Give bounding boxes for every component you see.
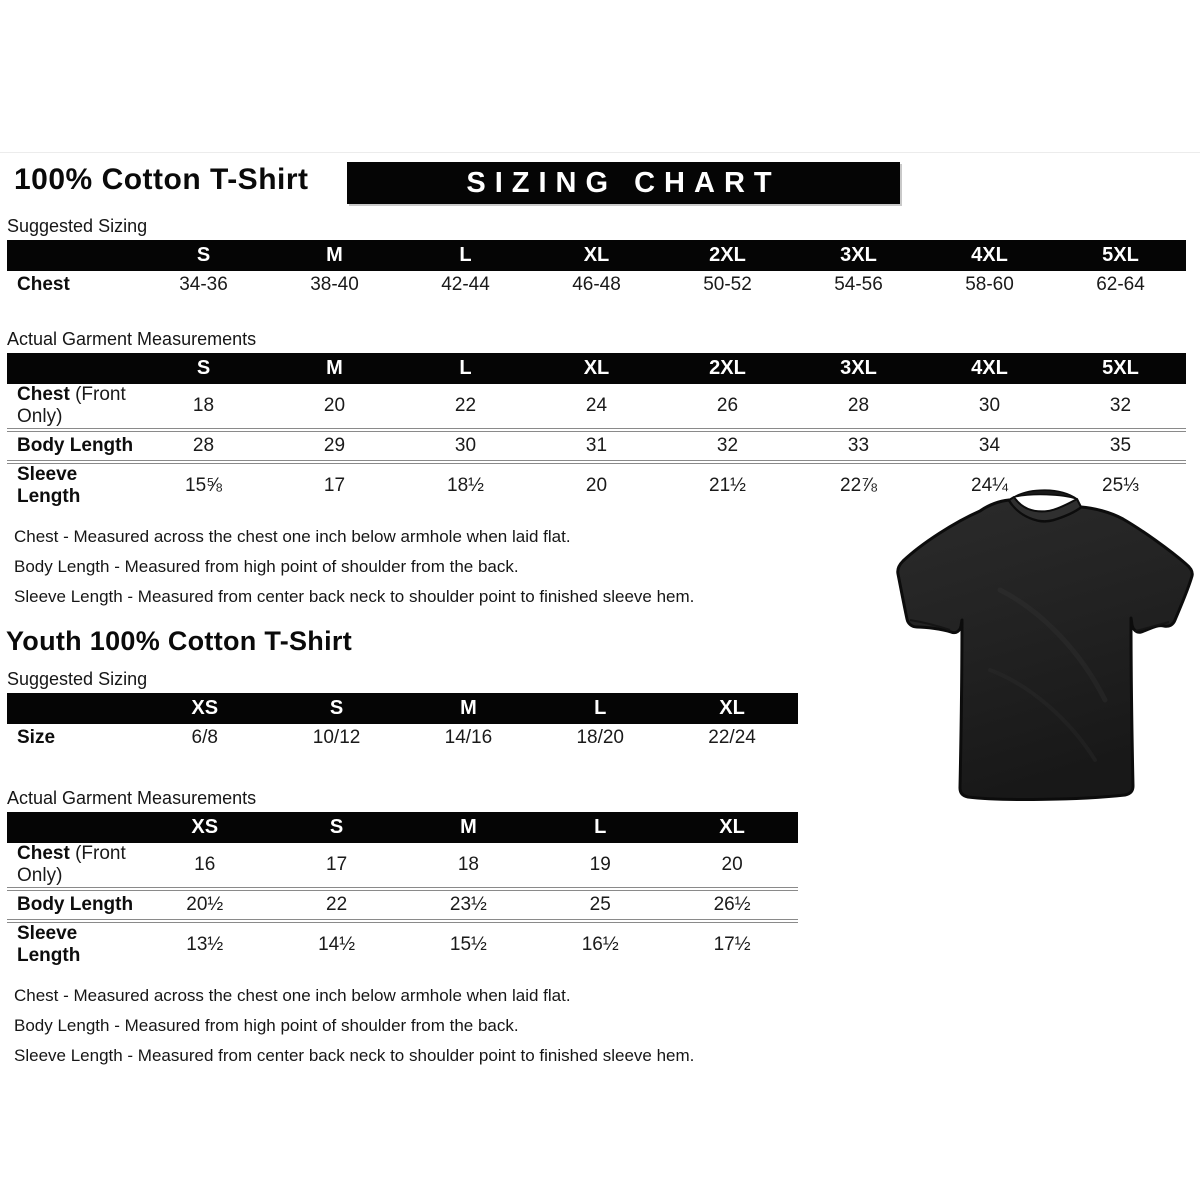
measurement-value: 6/8: [191, 727, 218, 748]
size-column-header: M: [402, 693, 534, 724]
page-divider-line: [0, 152, 1200, 153]
size-column-header: XS: [139, 693, 271, 724]
measurement-note: Chest - Measured across the chest one inch below armhole when laid flat.: [14, 986, 571, 1005]
measurement-value: 14½: [271, 921, 403, 967]
measurement-row-label: [7, 384, 138, 430]
measurement-value: 32: [662, 430, 793, 462]
measurement-value: 16½: [534, 921, 666, 967]
measurement-value: 32: [1109, 395, 1132, 416]
measurement-value: 22: [454, 395, 477, 416]
youth-measurement-notes: [14, 981, 1200, 1071]
table-corner-cell: [7, 693, 139, 724]
measurement-note: Sleeve Length - Measured from center back neck to shoulder point to finished sleeve hem.: [14, 1046, 695, 1065]
table-corner-cell: [7, 353, 138, 384]
size-column-header: 5XL: [1055, 353, 1186, 384]
measurement-value: 31: [531, 430, 662, 462]
size-header-row: [7, 353, 1186, 384]
measurement-note: Body Length - Measured from high point of shoulder from the back.: [14, 1016, 519, 1035]
sizing-chart-banner-label: SIZING CHART: [466, 166, 781, 199]
adult-suggested-sizing-label: Suggested Sizing: [7, 216, 148, 236]
measurement-name: Body Length: [17, 894, 134, 915]
size-column-header: XL: [531, 240, 662, 271]
measurement-value: 62-64: [1096, 274, 1145, 295]
header-row: [0, 160, 1200, 210]
measurement-name: Chest: [17, 384, 70, 405]
measurement-value: 23½: [402, 889, 534, 921]
measurement-value: 14/16: [444, 727, 493, 748]
measurement-value: 10/12: [312, 727, 361, 748]
youth-garment-measurements-table: [7, 812, 798, 967]
measurement-row-label: [7, 921, 139, 967]
measurement-value: 20½: [139, 889, 271, 921]
measurement-value: 15⅝: [138, 462, 269, 508]
measurement-value: 30: [400, 430, 531, 462]
measurement-row: [7, 271, 1186, 299]
measurement-row: [7, 430, 1186, 462]
size-column-header: 3XL: [793, 353, 924, 384]
measurement-value: 18/20: [576, 727, 624, 748]
measurement-value: 20: [323, 395, 346, 416]
table-corner-cell: [7, 812, 139, 843]
measurement-name-suffix: (Front Only): [17, 843, 126, 886]
measurement-value: 34: [924, 430, 1055, 462]
measurement-value: 17: [326, 854, 348, 875]
size-column-header: XL: [666, 812, 798, 843]
youth-suggested-sizing-table: [7, 693, 798, 752]
size-column-header: 5XL: [1055, 240, 1186, 271]
size-column-header: M: [269, 240, 400, 271]
measurement-value: 15½: [402, 921, 534, 967]
measurement-value: 28: [138, 430, 269, 462]
measurement-name: Size: [17, 727, 56, 748]
measurement-row-label: [7, 889, 139, 921]
measurement-row-label: [7, 271, 138, 299]
size-column-header: S: [271, 693, 403, 724]
adult-suggested-sizing-table: [7, 240, 1186, 299]
size-column-header: 3XL: [793, 240, 924, 271]
measurement-value: 46-48: [572, 274, 621, 295]
measurement-row: [7, 921, 798, 967]
measurement-value: 30: [978, 395, 1001, 416]
measurement-name: Chest: [17, 274, 70, 295]
measurement-row-label: [7, 843, 139, 889]
measurement-value: 17: [269, 462, 400, 508]
size-column-header: 2XL: [662, 240, 793, 271]
size-column-header: L: [400, 353, 531, 384]
black-tshirt-photo: [880, 470, 1200, 820]
measurement-value: 42-44: [441, 274, 490, 295]
measurement-row: [7, 889, 798, 921]
size-header-row: [7, 693, 798, 724]
size-column-header: L: [534, 693, 666, 724]
measurement-value: 28: [847, 395, 870, 416]
measurement-note: Body Length - Measured from high point of shoulder from the back.: [14, 557, 519, 576]
measurement-row: [7, 724, 798, 752]
measurement-value: 24: [585, 395, 608, 416]
measurement-value: 29: [269, 430, 400, 462]
measurement-value: 13½: [139, 921, 271, 967]
measurement-row: [7, 384, 1186, 430]
measurement-value: 35: [1055, 430, 1186, 462]
measurement-value: 16: [194, 854, 216, 875]
measurement-name: Chest: [17, 843, 70, 864]
size-header-row: [7, 240, 1186, 271]
measurement-value: 34-36: [179, 274, 228, 295]
measurement-value: 54-56: [834, 274, 883, 295]
size-column-header: L: [400, 240, 531, 271]
measurement-value: 22/24: [708, 727, 756, 748]
size-column-header: XL: [531, 353, 662, 384]
measurement-value: 50-52: [703, 274, 752, 295]
youth-suggested-sizing-label: Suggested Sizing: [7, 669, 148, 689]
youth-garment-measurements-label: Actual Garment Measurements: [7, 788, 257, 808]
measurement-value: 26: [716, 395, 739, 416]
measurement-value: 26½: [666, 889, 798, 921]
tshirt-body-shape: [898, 500, 1193, 799]
adult-garment-measurements-label: Actual Garment Measurements: [7, 329, 257, 349]
size-column-header: 4XL: [924, 240, 1055, 271]
size-column-header: XL: [666, 693, 798, 724]
measurement-value: 18: [457, 854, 479, 875]
measurement-value: 22⅞: [793, 462, 924, 508]
measurement-value: 22: [271, 889, 403, 921]
measurement-value: 18: [192, 395, 215, 416]
measurement-value: 19: [589, 854, 611, 875]
sizing-chart-banner: [347, 162, 900, 204]
size-column-header: M: [269, 353, 400, 384]
measurement-value: 58-60: [965, 274, 1014, 295]
measurement-value: 18½: [400, 462, 531, 508]
size-column-header: XS: [139, 812, 271, 843]
measurement-value: 25: [534, 889, 666, 921]
youth-page-title: Youth 100% Cotton T-Shirt: [6, 626, 352, 656]
measurement-value: 24¼: [924, 462, 1055, 508]
size-column-header: S: [138, 353, 269, 384]
tshirt-illustration: [880, 470, 1200, 820]
measurement-value: 25⅓: [1055, 462, 1186, 508]
tshirt-back-collar: [1014, 490, 1077, 499]
measurement-row-label: [7, 430, 138, 462]
measurement-value: 20: [721, 854, 743, 875]
size-header-row: [7, 812, 798, 843]
measurement-row: [7, 843, 798, 889]
size-column-header: S: [271, 812, 403, 843]
measurement-value: 38-40: [310, 274, 359, 295]
page-title: 100% Cotton T-Shirt: [14, 163, 309, 196]
measurement-row-label: [7, 724, 139, 752]
measurement-value: 33: [793, 430, 924, 462]
table-corner-cell: [7, 240, 138, 271]
size-column-header: L: [534, 812, 666, 843]
measurement-note: Chest - Measured across the chest one inch below armhole when laid flat.: [14, 527, 571, 546]
measurement-row-label: [7, 462, 138, 508]
measurement-value: 21½: [662, 462, 793, 508]
size-column-header: M: [402, 812, 534, 843]
measurement-name-suffix: (Front Only): [17, 384, 126, 427]
size-column-header: S: [138, 240, 269, 271]
size-column-header: 4XL: [924, 353, 1055, 384]
measurement-value: 20: [531, 462, 662, 508]
measurement-name: Body Length: [17, 435, 134, 456]
measurement-name: Sleeve Length: [17, 923, 81, 966]
measurement-value: 17½: [666, 921, 798, 967]
size-column-header: 2XL: [662, 353, 793, 384]
measurement-name: Sleeve Length: [17, 464, 81, 507]
measurement-note: Sleeve Length - Measured from center back neck to shoulder point to finished sleeve hem.: [14, 587, 695, 606]
